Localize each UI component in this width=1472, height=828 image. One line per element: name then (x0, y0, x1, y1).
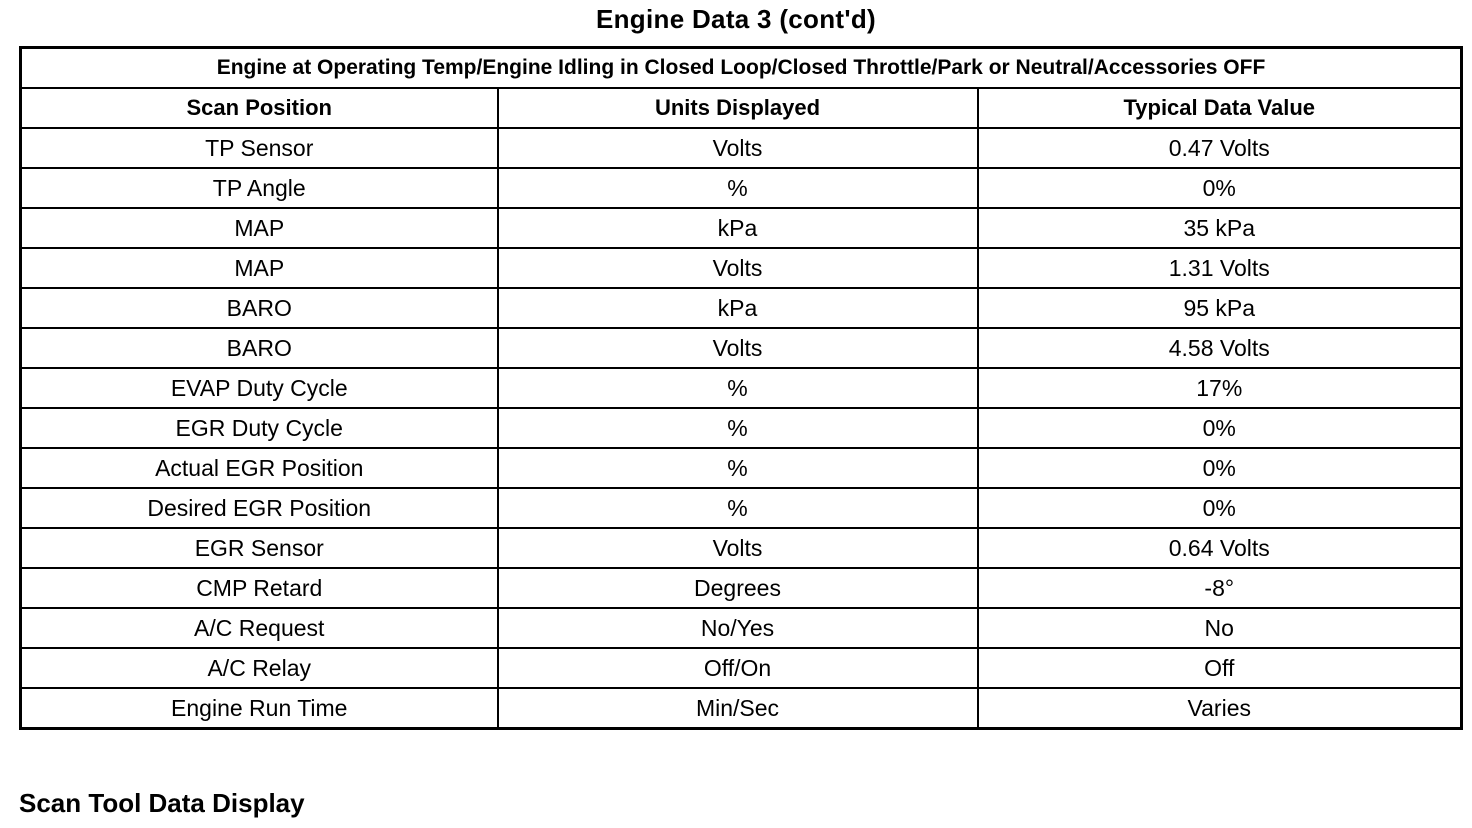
typical-data-value-cell: 4.58 Volts (978, 328, 1462, 368)
typical-data-value-cell: 0% (978, 408, 1462, 448)
typical-data-value-cell: 0.47 Volts (978, 128, 1462, 168)
column-header-scan-position: Scan Position (21, 88, 498, 128)
table-row (21, 328, 1462, 368)
table-row (21, 568, 1462, 608)
scan-position-cell: TP Sensor (21, 128, 498, 168)
header-row (21, 88, 1462, 128)
condition-row (21, 48, 1462, 89)
table-row (21, 608, 1462, 648)
units-displayed-cell: % (498, 448, 978, 488)
scan-position-cell: TP Angle (21, 168, 498, 208)
typical-data-value-cell: 0% (978, 488, 1462, 528)
scan-position-cell: MAP (21, 208, 498, 248)
units-displayed-cell: kPa (498, 288, 978, 328)
scan-position-cell: MAP (21, 248, 498, 288)
section-title: Scan Tool Data Display (19, 788, 305, 818)
scan-position-cell: Engine Run Time (21, 688, 498, 729)
units-displayed-cell: % (498, 368, 978, 408)
scan-position-cell: A/C Request (21, 608, 498, 648)
scan-position-cell: EGR Duty Cycle (21, 408, 498, 448)
typical-data-value-cell: Off (978, 648, 1462, 688)
typical-data-value-cell: 0% (978, 448, 1462, 488)
scan-position-cell: Actual EGR Position (21, 448, 498, 488)
scan-position-cell: A/C Relay (21, 648, 498, 688)
units-displayed-cell: Volts (498, 128, 978, 168)
units-displayed-cell: Volts (498, 328, 978, 368)
table-row (21, 648, 1462, 688)
page-title: Engine Data 3 (cont'd) (595, 4, 877, 34)
typical-data-value-cell: 0% (978, 168, 1462, 208)
table-row (21, 288, 1462, 328)
table-row (21, 248, 1462, 288)
scan-position-cell: EVAP Duty Cycle (21, 368, 498, 408)
table-row (21, 208, 1462, 248)
units-displayed-cell: Degrees (498, 568, 978, 608)
units-displayed-cell: % (498, 168, 978, 208)
table-row (21, 528, 1462, 568)
table-row (21, 448, 1462, 488)
typical-data-value-cell: No (978, 608, 1462, 648)
units-displayed-cell: kPa (498, 208, 978, 248)
table-row (21, 408, 1462, 448)
units-displayed-cell: Min/Sec (498, 688, 978, 729)
scan-position-cell: Desired EGR Position (21, 488, 498, 528)
scan-position-cell: BARO (21, 328, 498, 368)
typical-data-value-cell: -8° (978, 568, 1462, 608)
typical-data-value-cell: 95 kPa (978, 288, 1462, 328)
typical-data-value-cell: 35 kPa (978, 208, 1462, 248)
column-header-typical-data-value: Typical Data Value (978, 88, 1462, 128)
scan-position-cell: BARO (21, 288, 498, 328)
typical-data-value-cell: Varies (978, 688, 1462, 729)
units-displayed-cell: Volts (498, 528, 978, 568)
units-displayed-cell: Volts (498, 248, 978, 288)
table-row (21, 368, 1462, 408)
units-displayed-cell: % (498, 488, 978, 528)
scan-position-cell: EGR Sensor (21, 528, 498, 568)
scan-position-cell: CMP Retard (21, 568, 498, 608)
units-displayed-cell: Off/On (498, 648, 978, 688)
table-row (21, 168, 1462, 208)
column-header-units-displayed: Units Displayed (498, 88, 978, 128)
table-row (21, 488, 1462, 528)
condition-cell: Engine at Operating Temp/Engine Idling in Closed Loop/Closed Throttle/Park or Neutral/Accessories OFF (21, 48, 1462, 89)
engine-data-table (19, 46, 1463, 730)
units-displayed-cell: % (498, 408, 978, 448)
typical-data-value-cell: 1.31 Volts (978, 248, 1462, 288)
table-row (21, 128, 1462, 168)
table-row (21, 688, 1462, 729)
typical-data-value-cell: 0.64 Volts (978, 528, 1462, 568)
units-displayed-cell: No/Yes (498, 608, 978, 648)
typical-data-value-cell: 17% (978, 368, 1462, 408)
